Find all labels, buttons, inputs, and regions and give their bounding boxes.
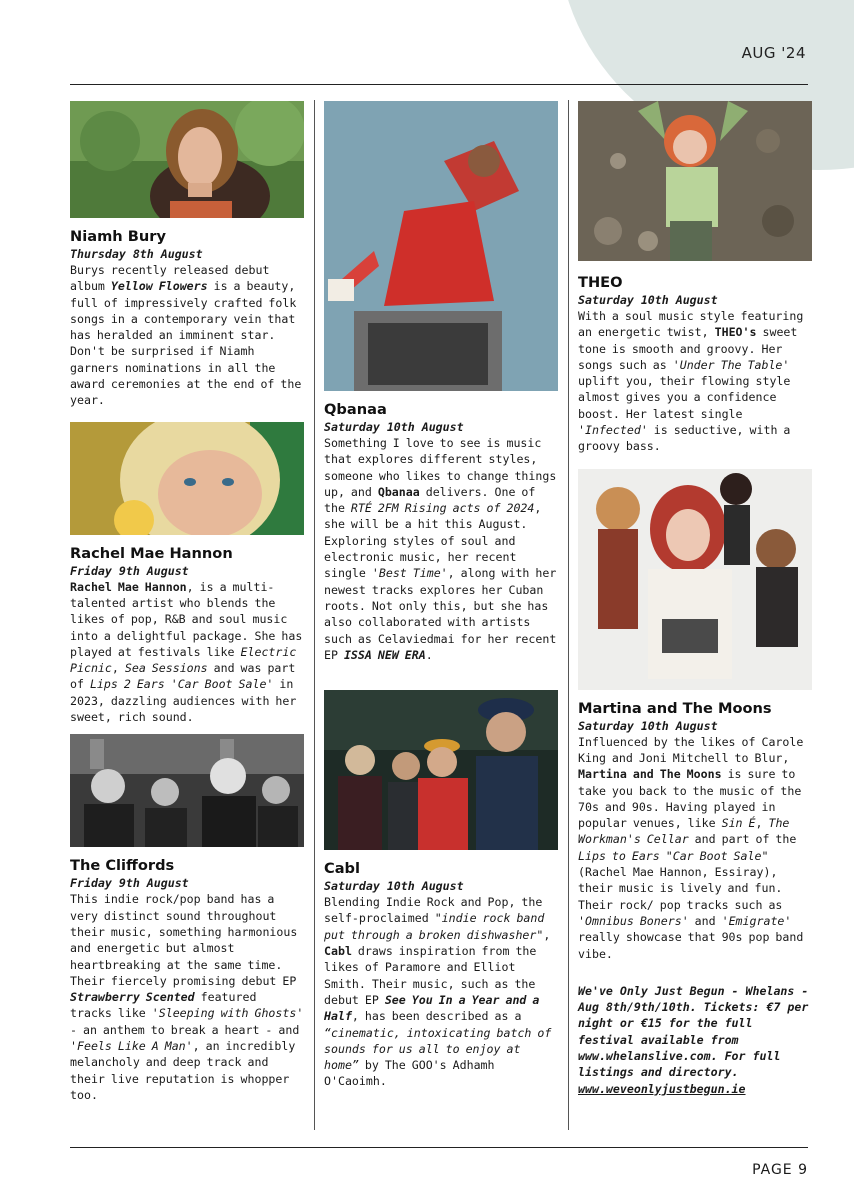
column-divider <box>314 100 315 1130</box>
article-body: Blending Indie Rock and Pop, the self-proclaimed "indie rock band put through a broken dishwasher", Cabl draws inspiration from the likes of Paramore and Elliot Smith. Their music, such as the debut EP See You In a Year and a Half, has been described as a “cinematic, intoxicating batch of sounds for us all to enjoy at home” by The GOO's Adhamh O'Caoimh. <box>324 895 552 1089</box>
artist-name: THEO <box>578 274 623 291</box>
festival-website-link[interactable]: www.weveonlyjustbegun.ie <box>578 1081 746 1096</box>
artist-name: The Cliffords <box>70 857 175 875</box>
column-right <box>578 101 812 1097</box>
article-body: Something I love to see is music that explores different styles, someone who likes to change things up, and Qbanaa delivers. One of the RTÉ 2FM Rising acts of 2024, she will be a hit this August. Exploring styles of soul and electronic music, her recent single 'Best Time', along with her newest tracks explores her Cuban roots. Not only this, but she has also collaborated with artists such as Celaviedmai for her recent EP ISSA NEW ERA. <box>324 436 557 662</box>
event-date: Friday 9th August <box>70 876 189 891</box>
festival-note: We've Only Just Begun - Whelans - Aug 8th/9th/10th. Tickets: €7 per night or €15 for the full festival available from www.whelanslive.com. For full listings and directory. <box>578 983 809 1080</box>
bottom-rule <box>70 1147 808 1148</box>
column-middle <box>324 101 558 1090</box>
artist-name: Martina and The Moons <box>578 699 772 717</box>
article-body: Rachel Mae Hannon, is a multi-talented artist who blends the likes of pop, R&B and soul music into a delightful package. She has played at festivals like Electric Picnic, Sea Sessions and was part of Lips 2 Ears 'Car Boot Sale' in 2023, dazzling audiences with her sweet, rich sound. <box>70 579 303 725</box>
event-date: Saturday 10th August <box>324 420 464 434</box>
page-number: PAGE 9 <box>752 1162 808 1178</box>
event-date: Friday 9th August <box>70 563 189 578</box>
event-date: Thursday 8th August <box>70 247 203 261</box>
event-date: Saturday 10th August <box>324 879 464 894</box>
artist-name: Qbanaa <box>324 401 387 418</box>
article-body: With a soul music style featuring an energetic twist, THEO's sweet tone is smooth and groovy. Her songs such as 'Under The Table' uplift you, their flowing style almost gives you a confidence boost. Her latest single 'Infected' is seductive, with a groovy bass. <box>578 309 804 454</box>
top-rule <box>70 84 808 85</box>
event-date: Saturday 10th August <box>578 293 718 307</box>
artist-name: Cabl <box>324 860 361 878</box>
photo-qbanaa <box>324 101 558 391</box>
article-body: This indie rock/pop band has a very distinct sound throughout their music, something harmonious and energetic but almost heartbreaking at the same time. Their fiercely promising debut EP Strawberry Scented featured tracks like 'Sleeping with Ghosts' - an anthem to break a heart - and 'Feels Like A Man', an incredibly melancholy and deep track and their live reputation is whopper too. <box>70 892 304 1102</box>
photo-rachel-mae-hannon <box>70 422 304 535</box>
column-divider <box>568 100 569 1130</box>
artist-name: Rachel Mae Hannon <box>70 544 233 562</box>
photo-cabl <box>324 690 558 850</box>
event-date: Saturday 10th August <box>578 718 718 733</box>
article-body: Influenced by the likes of Carole King and Joni Mitchell to Blur, Martina and The Moons is sure to take you back to the music of the 70s and 90s. Having played in popular venues, like Sin É, The Workman's Cellar and part of the Lips to Ears "Car Boot Sale" (Rachel Mae Hannon, Essiray), their music is lively and fun. Their rock/ pop tracks such as 'Omnibus Boners' and 'Emigrate' really showcase that 90s pop band vibe. <box>578 734 804 961</box>
artist-name: Niamh Bury <box>70 228 166 245</box>
photo-niamh-bury <box>70 101 304 218</box>
photo-theo <box>578 101 812 261</box>
column-left <box>70 101 304 1103</box>
issue-date: AUG '24 <box>741 44 806 62</box>
photo-the-cliffords <box>70 734 304 847</box>
article-body: Burys recently released debut album Yellow Flowers is a beauty, full of impressively crafted folk songs in a contemporary vein that has heralded an imminent star. Don't be surprised if Niamh garners nominations in all the award ceremonies at the end of the year. <box>70 263 302 408</box>
photo-martina-and-the-moons <box>578 469 812 690</box>
